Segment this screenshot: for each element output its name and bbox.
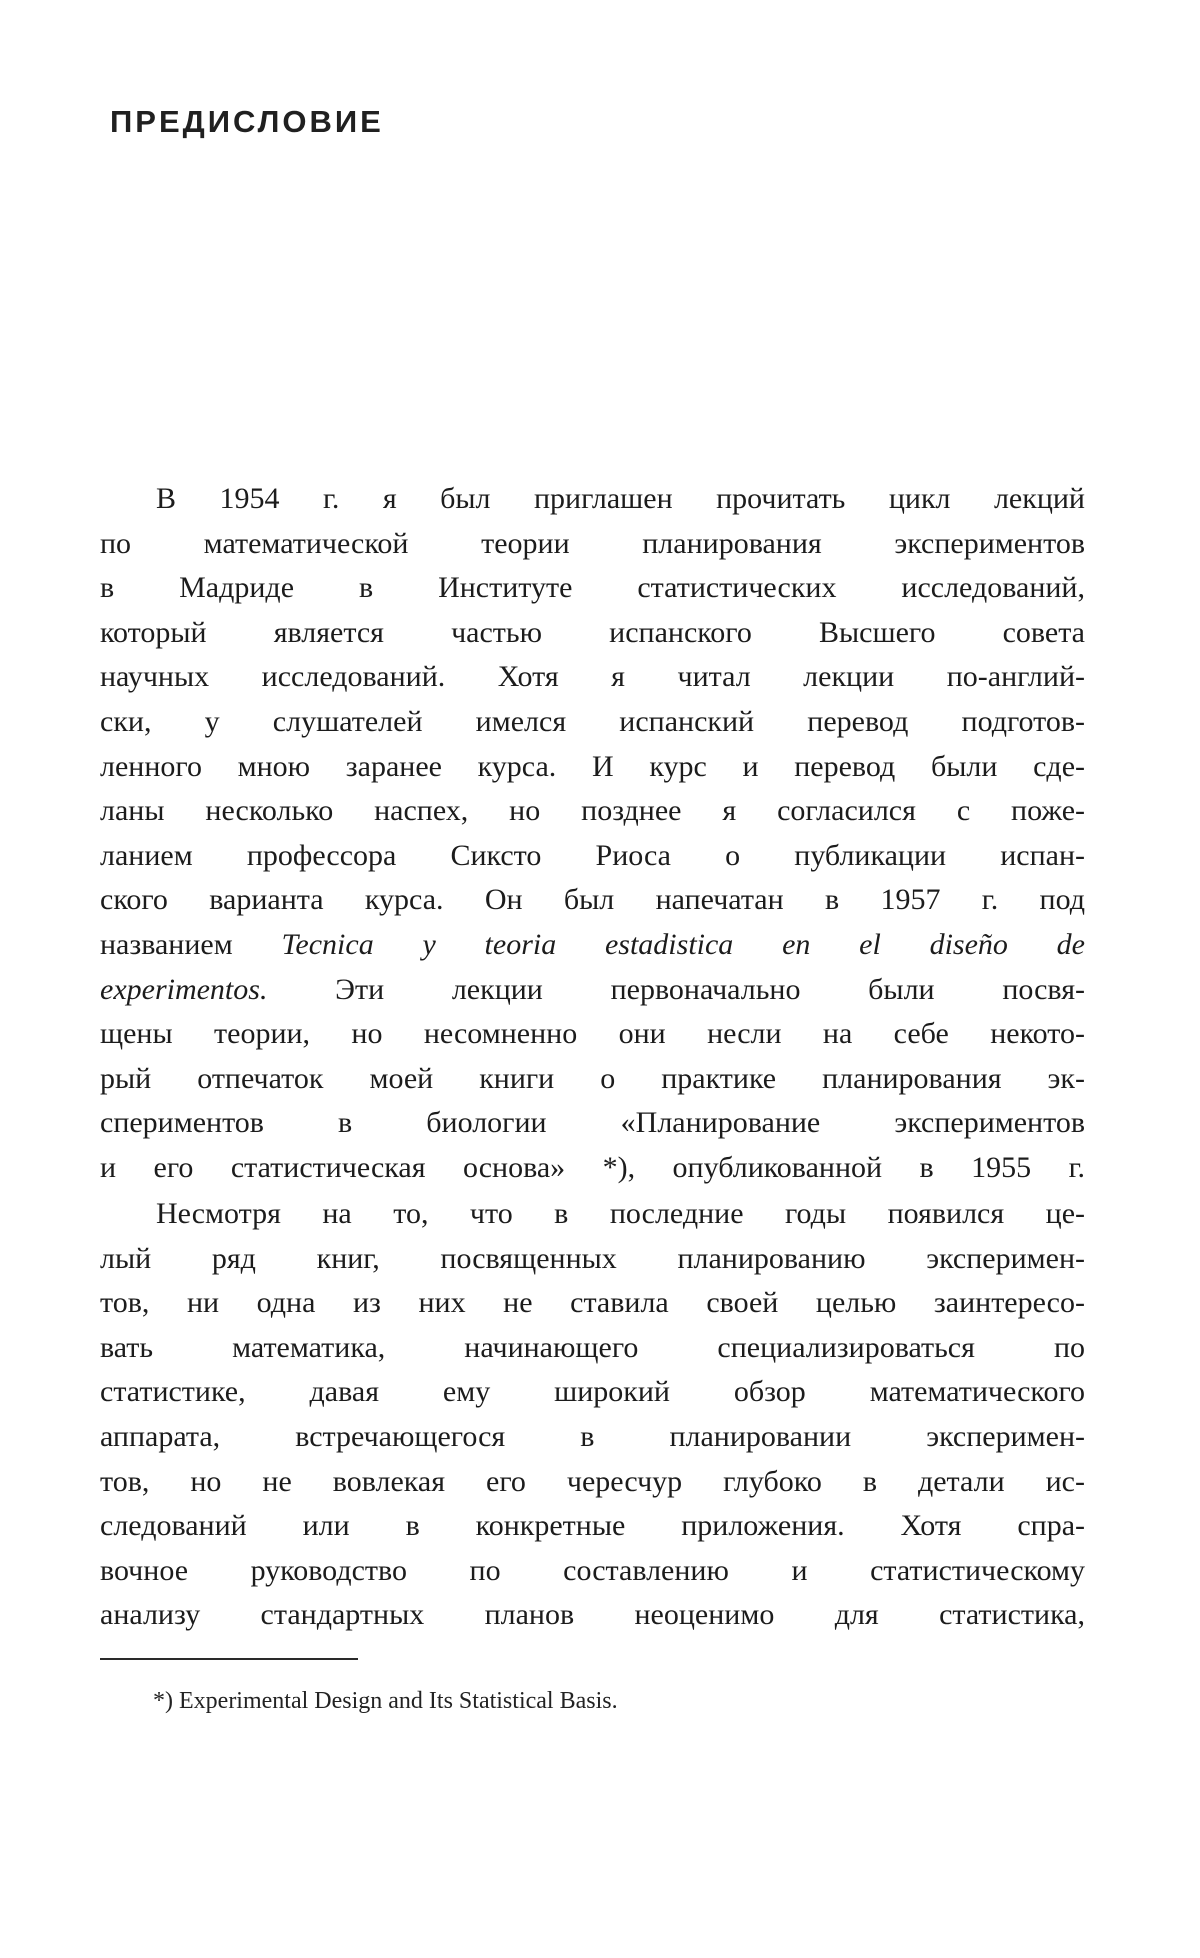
page-heading: ПРЕДИСЛОВИЕ <box>110 104 384 139</box>
text-line: и его статистическая основа» *), опубликованной в 1955 г. <box>100 1150 1085 1184</box>
text-line: спериментов в биологии «Планирование экспериментов <box>100 1106 1085 1140</box>
text-line: тов, ни одна из них не ставила своей целью заинтересо- <box>100 1286 1085 1320</box>
text-line: научных исследований. Хотя я читал лекции по-англий- <box>100 660 1085 694</box>
footnote <box>153 1686 618 1716</box>
text-line: рый отпечаток моей книги о практике планирования эк- <box>100 1061 1085 1095</box>
text-line: следований или в конкретные приложения. Хотя спра- <box>100 1509 1085 1543</box>
text-line: по математической теории планирования экспериментов <box>100 526 1085 560</box>
text-line: ленного мною заранее курса. И курс и перевод были сде- <box>100 749 1085 783</box>
text-run: названием <box>100 927 282 961</box>
text-line <box>100 968 1085 1013</box>
text-line: вочное руководство по составлению и статистическому <box>100 1553 1085 1587</box>
text-line <box>100 923 1085 968</box>
text-line: вать математика, начинающего специализироваться по <box>100 1330 1085 1364</box>
text-line: анализу стандартных планов неоценимо для статистика, <box>100 1598 1085 1632</box>
text-line: аппарата, встречающегося в планировании эксперимен- <box>100 1419 1085 1453</box>
text-line: который является частью испанского Высшего совета <box>100 615 1085 649</box>
text-line: щены теории, но несомненно они несли на себе некото- <box>100 1017 1085 1051</box>
book-title-spanish: Tecnica y teoria estadistica en el diseño de <box>281 927 1085 961</box>
footnote-text: Experimental Design and Its Statistical Basis. <box>173 1688 618 1714</box>
book-title-spanish-end: experimentos. <box>100 972 268 1006</box>
text-line: лый ряд книг, посвященных планированию эксперимен- <box>100 1241 1085 1275</box>
footnote-marker: *) <box>153 1688 173 1714</box>
text-line: ланием профессора Сиксто Риоса о публикации испан- <box>100 838 1085 872</box>
text-line: ски, у слушателей имелся испанский перевод подготов- <box>100 704 1085 738</box>
text-line: в Мадриде в Институте статистических исследований, <box>100 571 1085 605</box>
text-line: статистике, давая ему широкий обзор математического <box>100 1375 1085 1409</box>
text-line: Несмотря на то, что в последние годы появился це- <box>156 1197 1085 1230</box>
text-line: ского варианта курса. Он был напечатан в 1957 г. под <box>100 883 1085 917</box>
paragraph-2 <box>100 1192 1085 1638</box>
paragraph-1 <box>100 477 1085 1191</box>
text-line: ланы несколько наспех, но позднее я согласился с поже- <box>100 794 1085 828</box>
footnote-divider <box>100 1658 358 1660</box>
text-line: тов, но не вовлекая его чересчур глубоко в детали ис- <box>100 1464 1085 1498</box>
text-line: В 1954 г. я был приглашен прочитать цикл лекций <box>156 482 1085 515</box>
text-run: Эти лекции первоначально были посвя- <box>267 972 1085 1006</box>
